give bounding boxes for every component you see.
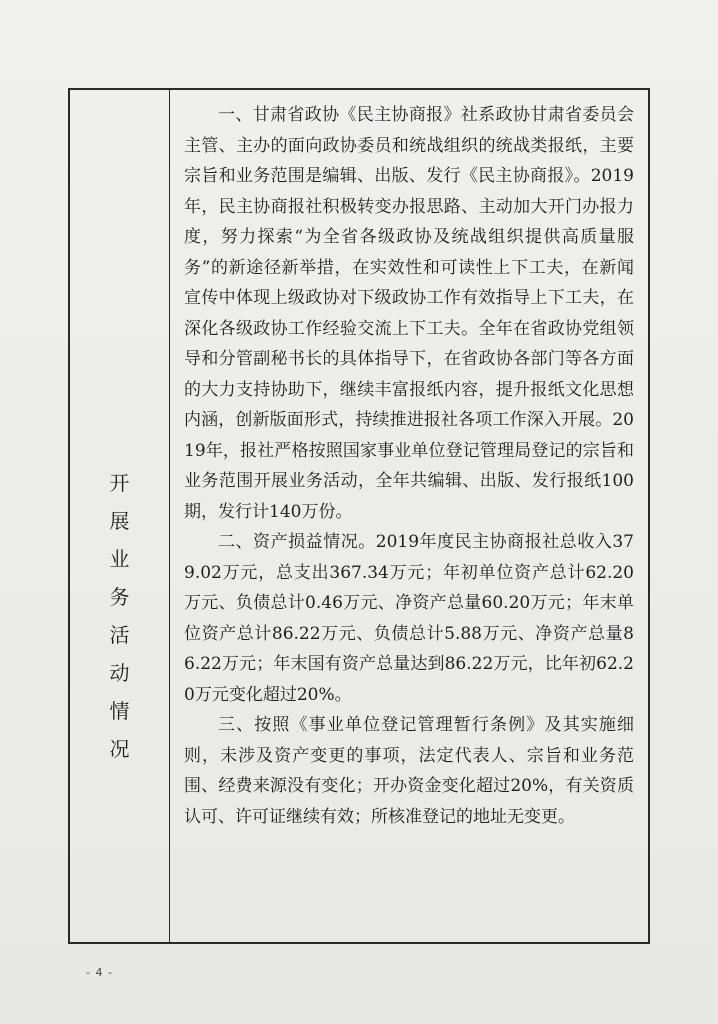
paragraph-registration-changes: 三、按照《事业单位登记管理暂行条例》及其实施细则，未涉及资产变更的事项，法定代表人、宗旨和业务范围、经费来源没有变化；开办资金变化超过20%，有关资质认可、许可证继续有效；所核准登记的地址无变更。 xyxy=(184,715,634,827)
paragraph-asset-status: 二、资产损益情况。2019年度民主协商报社总收入379.02万元，总支出367.34万元；年初单位资产总计62.20万元、负债总计0.46万元、净资产总量60.20万元；年末单位资产总计86.22万元、负债总计5.88万元、净资产总量86.22万元；年末国有资产总量达到86.22万元，比年初62.20万元变化超过20%。 xyxy=(184,532,634,705)
report-table xyxy=(68,88,650,944)
page-number: - 4 - xyxy=(86,966,113,979)
label-column xyxy=(70,90,170,942)
section-label-char: 况 xyxy=(109,737,130,761)
section-label-char: 展 xyxy=(109,509,130,533)
section-label xyxy=(70,464,169,768)
section-label-char: 开 xyxy=(109,471,130,495)
section-label-char: 情 xyxy=(109,699,130,723)
section-label-char: 业 xyxy=(109,547,130,571)
section-label-char: 活 xyxy=(109,623,130,647)
paragraph-business-overview: 一、甘肃省政协《民主协商报》社系政协甘肃省委员会主管、主办的面向政协委员和统战组织的统战类报纸，主要宗旨和业务范围是编辑、出版、发行《民主协商报》。2019年，民主协商报社积极转变办报思路、主动加大开门办报力度，努力探索“为全省各级政协及统战组织提供高质量服务”的新途径新举措，在实效性和可读性上下工夫，在新闻宣传中体现上级政协对下级政协工作有效指导上下工夫，在深化各级政协工作经验交流上下工夫。全年在省政协党组领导和分管副秘书长的具体指导下，在省政协各部门等各方面的大力支持协助下，继续丰富报纸内容，提升报纸文化思想内涵，创新版面形式，持续推进报社各项工作深入开展。2019年，报社严格按照国家事业单位登记管理局登记的宗旨和业务范围开展业务活动，全年共编辑、出版、发行报纸100期，发行计140万份。 xyxy=(184,105,634,522)
section-label-char: 务 xyxy=(109,585,130,609)
section-label-char: 动 xyxy=(109,661,130,685)
content-column xyxy=(170,90,648,942)
